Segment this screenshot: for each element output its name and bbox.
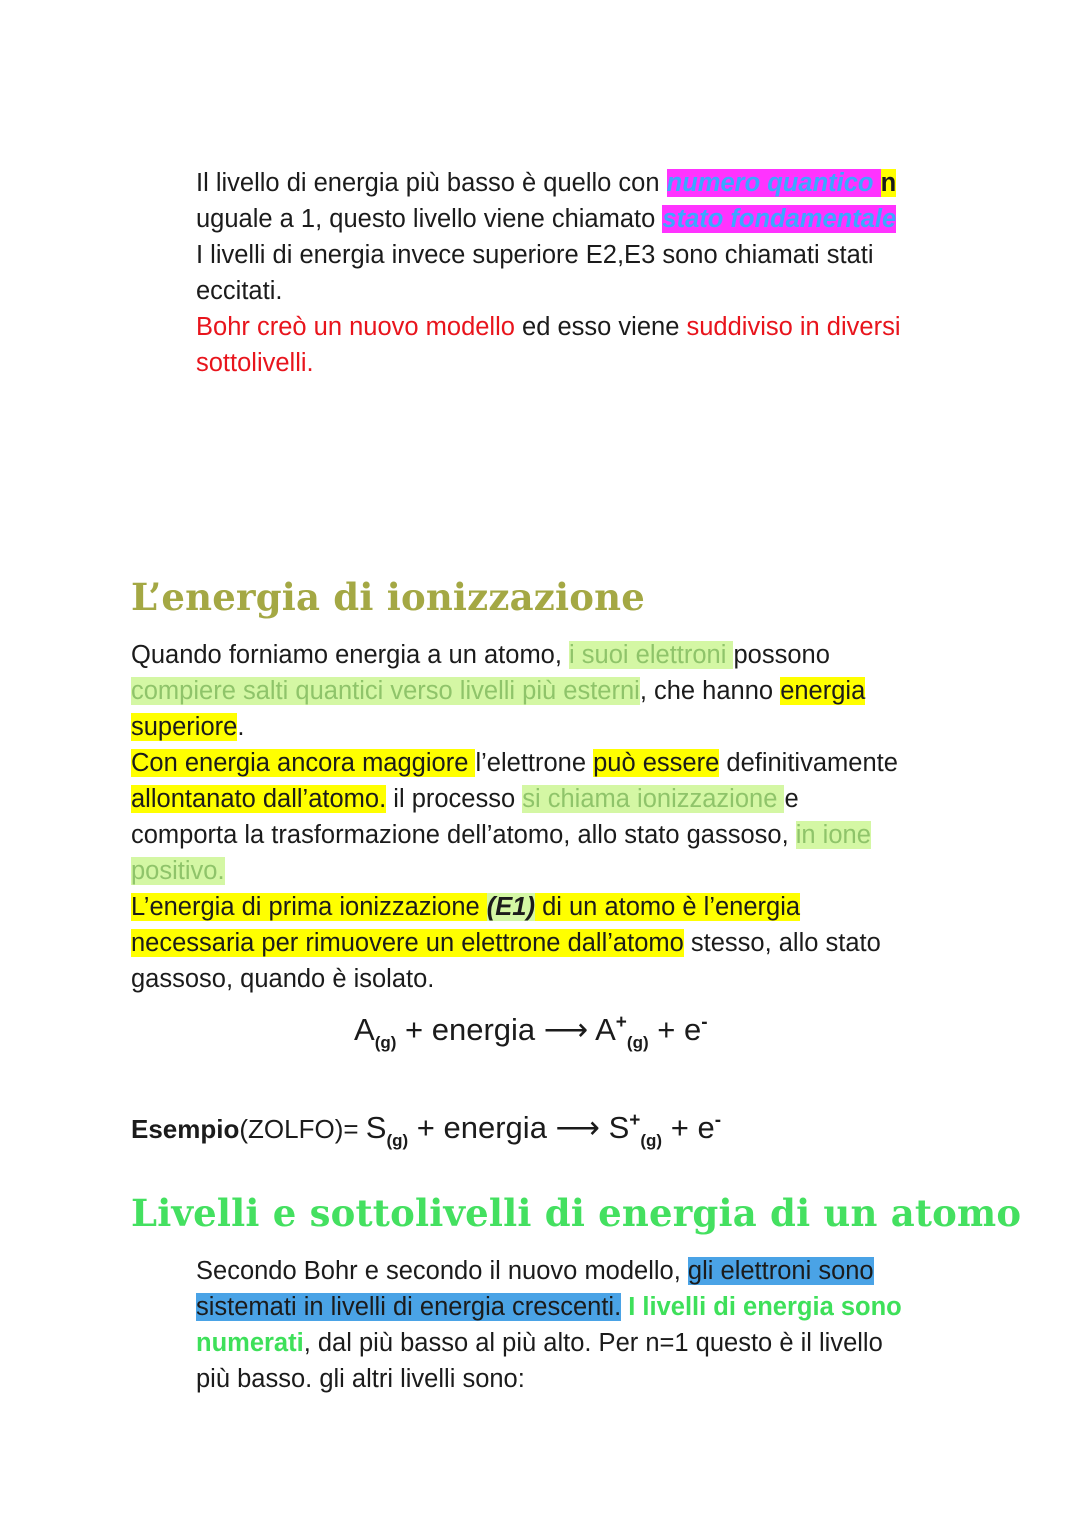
highlight-green: i suoi elettroni — [569, 641, 734, 669]
sulfur-example-equation: Esempio(ZOLFO)= $S_{(g)}$ + energia ⟶ $S^+_{(g)} + e^-$ — [131, 1110, 722, 1150]
highlight-blue: gli elettroni sono — [687, 1257, 874, 1285]
highlight-n: n — [880, 169, 897, 197]
heading-livelli-sottolivelli: Livelli e sottolivelli di energia di un atomo — [131, 1191, 1022, 1235]
text-line: Bohr creò un nuovo modello ed esso viene suddiviso in diversi — [196, 313, 901, 341]
text-line: Secondo Bohr e secondo il nuovo modello, gli elettroni sono — [196, 1257, 874, 1285]
text-line — [196, 1289, 966, 1325]
highlight-yellow: di un atomo è l’energia — [534, 893, 801, 921]
text-line: superiore. — [131, 713, 245, 741]
text-line: gassoso, quando è isolato. — [131, 965, 435, 993]
text-line — [131, 889, 961, 925]
text-line: Il livello di energia più basso è quello con numero quantico n — [196, 169, 897, 197]
green-bold-text: numerati — [196, 1329, 304, 1357]
text-line: compiere salti quantici verso livelli più esterni, che hanno energia — [131, 677, 866, 705]
red-text: Bohr creò un nuovo modello — [196, 313, 515, 341]
levels-paragraph — [196, 1253, 966, 1397]
text-line: numerati, dal più basso al più alto. Per n=1 questo è il livello — [196, 1329, 883, 1357]
text-line: I livelli di energia invece superiore E2,E3 sono chiamati stati — [196, 241, 874, 269]
text-line: più basso. gli altri livelli sono: — [196, 1365, 525, 1393]
highlight-yellow: può essere — [593, 749, 720, 777]
highlight-yellow: energia — [780, 677, 866, 705]
text-line: eccitati. — [196, 277, 283, 305]
ionization-paragraph — [131, 637, 961, 997]
highlight-blue: sistemati in livelli di energia crescenti. — [196, 1293, 622, 1321]
ionization-equation: $A_{(g)}$ + energia ⟶ $A^+_{(g)} + e^-$ — [354, 1012, 708, 1052]
highlight-e1: (E1) — [486, 893, 535, 921]
highlight-yellow: Con energia ancora maggiore — [131, 749, 476, 777]
highlight-numero-quantico: numero quantico — [666, 169, 881, 197]
highlight-yellow: L’energia di prima ionizzazione — [131, 893, 487, 921]
highlight-green: in ione — [795, 821, 871, 849]
text-line: comporta la trasformazione dell’atomo, allo stato gassoso, in ione — [131, 821, 871, 849]
text-line: sottolivelli. — [196, 349, 314, 377]
highlight-stato-fondamentale: stato fondamentale — [662, 205, 897, 233]
highlight-green: si chiama ionizzazione — [522, 785, 785, 813]
highlight-yellow: superiore — [131, 713, 238, 741]
red-text: suddiviso in diversi — [686, 313, 901, 341]
intro-paragraph — [196, 165, 956, 381]
highlight-green: positivo. — [131, 857, 225, 885]
highlight-yellow: allontanato dall’atomo. — [131, 785, 387, 813]
text-line — [131, 853, 961, 889]
highlight-green: compiere salti quantici verso livelli più esterni — [131, 677, 640, 705]
text-line: Quando forniamo energia a un atomo, i suoi elettroni possono — [131, 641, 830, 669]
highlight-yellow: necessaria per rimuovere un elettrone dall’atomo — [131, 929, 684, 957]
green-bold-text: I livelli di energia sono — [621, 1293, 902, 1321]
text-line: Con energia ancora maggiore l’elettrone può essere definitivamente — [131, 749, 898, 777]
text-line: necessaria per rimuovere un elettrone dall’atomo stesso, allo stato — [131, 929, 881, 957]
heading-energia-ionizzazione: L’energia di ionizzazione — [131, 575, 645, 619]
text-line: allontanato dall’atomo. il processo si chiama ionizzazione e — [131, 785, 799, 813]
text-line: uguale a 1, questo livello viene chiamato stato fondamentale — [196, 205, 897, 233]
